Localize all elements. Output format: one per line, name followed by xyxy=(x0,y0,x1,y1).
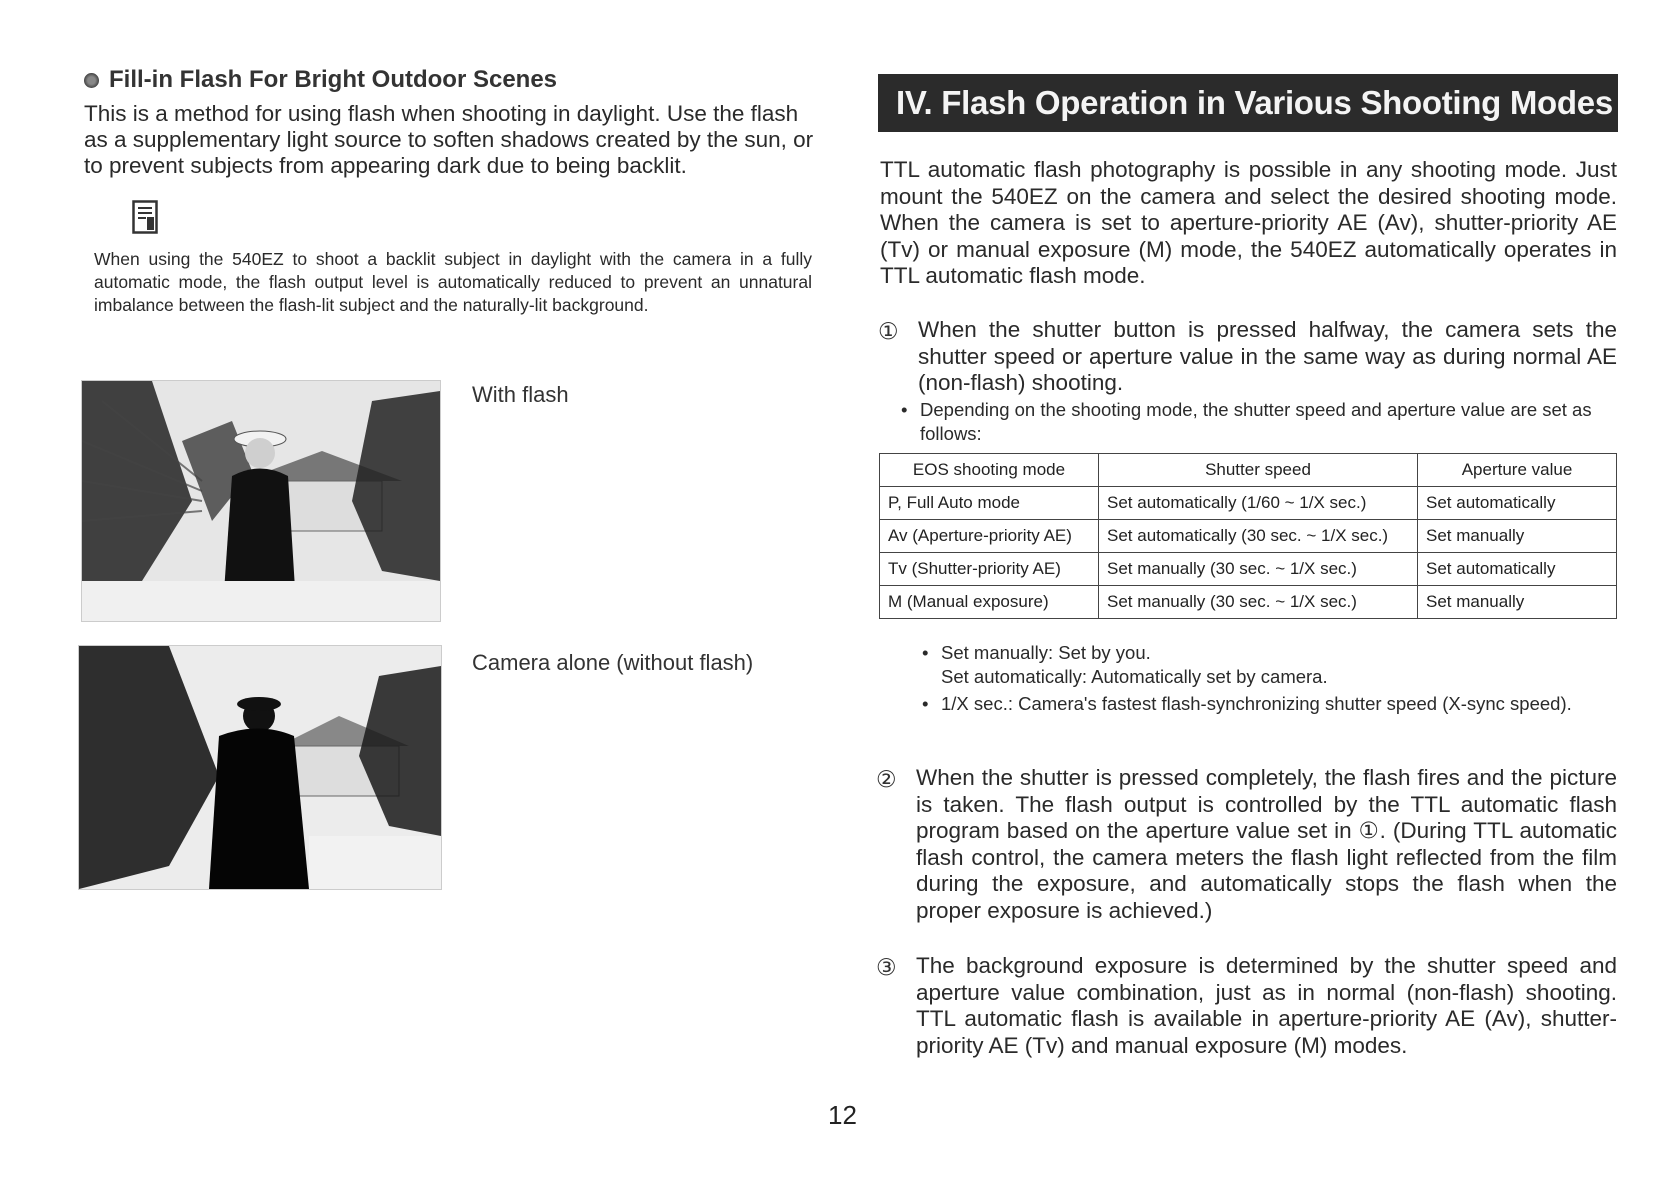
notes-bullet-2 xyxy=(922,692,1617,716)
section-title: IV. Flash Operation in Various Shooting Modes xyxy=(878,74,1618,132)
left-intro: This is a method for using flash when shooting in daylight. Use the flash as a supplementary light source to soften shadows created by the sun, or to prevent subjects from appearing dark due to being backlit. xyxy=(84,101,814,178)
page-number: 12 xyxy=(828,1100,857,1130)
left-heading xyxy=(84,66,557,94)
table-cell: Set automatically xyxy=(1418,487,1617,520)
note-set-manually: Set manually: Set by you. xyxy=(941,642,1151,663)
table-cell: Set automatically xyxy=(1418,553,1617,586)
photo-with-flash xyxy=(81,380,441,622)
table-cell: Tv (Shutter-priority AE) xyxy=(880,553,1099,586)
step3-marker: ③ xyxy=(876,954,897,980)
table-cell: Set manually (30 sec. ~ 1/X sec.) xyxy=(1099,586,1418,619)
table-cell: Set manually (30 sec. ~ 1/X sec.) xyxy=(1099,553,1418,586)
shooting-mode-table xyxy=(879,453,1617,619)
table-cell: Av (Aperture-priority AE) xyxy=(880,520,1099,553)
table-cell: Set automatically (1/60 ~ 1/X sec.) xyxy=(1099,487,1418,520)
table-cell: Set automatically (30 sec. ~ 1/X sec.) xyxy=(1099,520,1418,553)
table-cell: Set manually xyxy=(1418,586,1617,619)
bullet-icon: • xyxy=(922,693,929,714)
note-x-sync: 1/X sec.: Camera's fastest flash-synchronizing shutter speed (X-sync speed). xyxy=(941,693,1572,714)
note-icon xyxy=(132,200,158,234)
caption-with-flash: With flash xyxy=(472,382,569,407)
table-header-cell: Shutter speed xyxy=(1099,454,1418,487)
caption-without-flash: Camera alone (without flash) xyxy=(472,650,754,675)
table-row xyxy=(880,487,1617,520)
table-header-row xyxy=(880,454,1617,487)
notes-bullet-1 xyxy=(922,641,1617,689)
photo-without-flash xyxy=(78,645,442,890)
table-row xyxy=(880,520,1617,553)
table-header-cell: Aperture value xyxy=(1418,454,1617,487)
step1-sub-bullet-text: Depending on the shooting mode, the shutter speed and aperture value are set as follows: xyxy=(920,399,1592,444)
step3-text: The background exposure is determined by the shutter speed and aperture value combination, just as in normal (non-flash) shooting. TTL automatic flash is available in aperture-priority AE (Av), shutter-priority AE (Tv) and manual exposure (M) modes. xyxy=(916,953,1617,1058)
step2-text: When the shutter is pressed completely, the flash fires and the picture is taken. The flash output is controlled by the TTL automatic flash program based on the aperture value set in ①. (During TTL automatic flash control, the camera meters the flash light reflected from the film during the exposure, and automatically stops the flash when the proper exposure is achieved.) xyxy=(916,765,1617,923)
step1-marker: ① xyxy=(878,318,899,344)
table-row xyxy=(880,586,1617,619)
table-header-cell: EOS shooting mode xyxy=(880,454,1099,487)
step1-text: When the shutter button is pressed halfway, the camera sets the shutter speed or aperture value in the same way as during normal AE (non-flash) shooting. xyxy=(918,317,1617,395)
bullet-icon: • xyxy=(901,399,908,420)
step1-sub-bullet xyxy=(901,398,1617,446)
step2-marker: ② xyxy=(876,766,897,792)
table-cell: M (Manual exposure) xyxy=(880,586,1099,619)
note-set-automatically: Set automatically: Automatically set by camera. xyxy=(941,666,1328,687)
table-row xyxy=(880,553,1617,586)
table-cell: Set manually xyxy=(1418,520,1617,553)
left-heading-text: Fill-in Flash For Bright Outdoor Scenes xyxy=(109,66,558,93)
table-cell: P, Full Auto mode xyxy=(880,487,1099,520)
right-intro: TTL automatic flash photography is possible in any shooting mode. Just mount the 540EZ on the camera and select the desired shooting mode. When the camera is set to aperture-priority AE (Av), shutter-priority AE (Tv) or manual exposure (M) mode, the 540EZ automatically operates in TTL automatic flash mode. xyxy=(880,157,1617,288)
bullet-dot-icon xyxy=(84,73,99,88)
note-text: When using the 540EZ to shoot a backlit subject in daylight with the camera in a fully automatic mode, the flash output level is automatically reduced to prevent an unnatural imbalance between the flash-lit subject and the naturally-lit background. xyxy=(94,249,812,315)
bullet-icon: • xyxy=(922,642,929,663)
